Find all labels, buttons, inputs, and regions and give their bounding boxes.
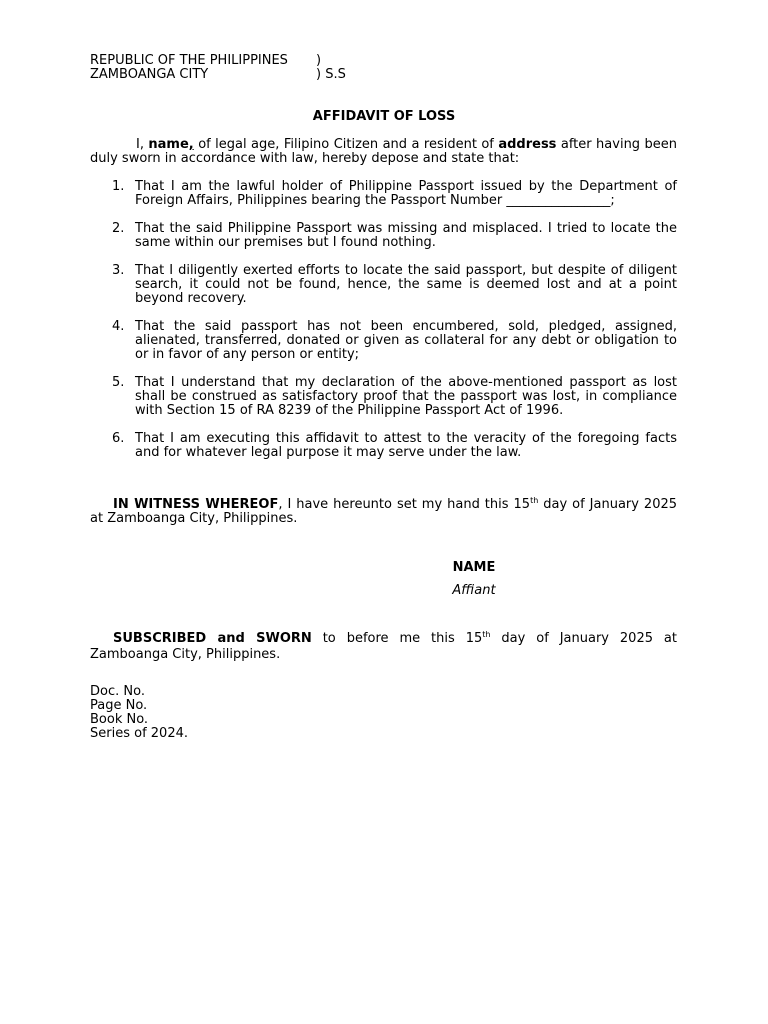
- sworn-text-1: to before me this 15: [311, 631, 483, 646]
- intro-mid: of legal age, Filipino Citizen and a resident of: [193, 137, 499, 152]
- list-item: [90, 320, 677, 362]
- sworn-text-2: day of January 2025 at Zamboanga City, Philippines.: [90, 631, 677, 662]
- intro-tail: after having been duly sworn in accordance with law, hereby depose and state that:: [90, 137, 677, 166]
- header-republic: REPUBLIC OF THE PHILIPPINES: [90, 53, 288, 68]
- list-item-text: That the said passport has not been encumbered, sold, pledged, assigned, alienated, transferred, donated or given as collateral for any debt or obligation to or in favor of any person or entity;: [135, 319, 677, 362]
- page-no: Page No.: [90, 698, 148, 713]
- witness-sup: th: [530, 496, 539, 505]
- series: Series of 2024.: [90, 726, 188, 741]
- list-item: [90, 222, 677, 250]
- intro-comma: ,: [188, 137, 194, 152]
- book-no: Book No.: [90, 712, 149, 727]
- sworn-heading: SUBSCRIBED and SWORN: [113, 631, 312, 646]
- header-paren: ): [316, 53, 322, 68]
- list-item-number: 4.: [112, 319, 125, 334]
- header-ss: ) S.S: [316, 67, 346, 82]
- list-item-number: 1.: [112, 179, 125, 194]
- list-item-number: 3.: [112, 263, 125, 278]
- intro-paragraph: [90, 138, 677, 166]
- witness-paragraph: [90, 498, 677, 526]
- list-item-text: That I understand that my declaration of the above-mentioned passport as lost shall be construed as satisfactory proof that the passport was lost, in compliance with Section 15 of RA 8239 of the Philippine Passport Act of 1996.: [135, 375, 677, 418]
- list-item: [90, 432, 677, 460]
- witness-text-2: day of January 2025 at Zamboanga City, Philippines.: [90, 497, 678, 526]
- doc-no: Doc. No.: [90, 684, 145, 699]
- sworn-sup: th: [482, 630, 491, 639]
- document-title: AFFIDAVIT OF LOSS: [312, 109, 456, 124]
- statements-list: [90, 180, 677, 460]
- list-item-number: 6.: [112, 431, 125, 446]
- list-item-text: That I am executing this affidavit to attest to the veracity of the foregoing facts and for whatever legal purpose it may serve under the law.: [135, 431, 677, 460]
- list-item-number: 5.: [112, 375, 125, 390]
- intro-lead: I,: [136, 137, 149, 152]
- list-item-text: That I am the lawful holder of Philippine Passport issued by the Department of Foreign Affairs, Philippines bearing the Passport Number ________________;: [135, 179, 677, 208]
- signature-role: Affiant: [452, 583, 496, 598]
- signature-name: NAME: [452, 560, 496, 575]
- list-item: [90, 376, 677, 418]
- list-item-number: 2.: [112, 221, 125, 236]
- witness-text-1: , I have hereunto set my hand this 15: [278, 497, 531, 512]
- address-placeholder: address: [498, 137, 557, 152]
- affiant-name-placeholder: name: [148, 137, 189, 152]
- sworn-paragraph: [90, 631, 677, 663]
- list-item: [90, 180, 677, 208]
- witness-heading: IN WITNESS WHEREOF: [113, 497, 279, 512]
- header-city: ZAMBOANGA CITY: [90, 67, 209, 82]
- list-item: [90, 264, 677, 306]
- list-item-text: That the said Philippine Passport was missing and misplaced. I tried to locate the same within our premises but I found nothing.: [135, 221, 677, 250]
- list-item-text: That I diligently exerted efforts to locate the said passport, but despite of diligent search, it could not be found, hence, the same is deemed lost and at a point beyond recovery.: [135, 263, 677, 306]
